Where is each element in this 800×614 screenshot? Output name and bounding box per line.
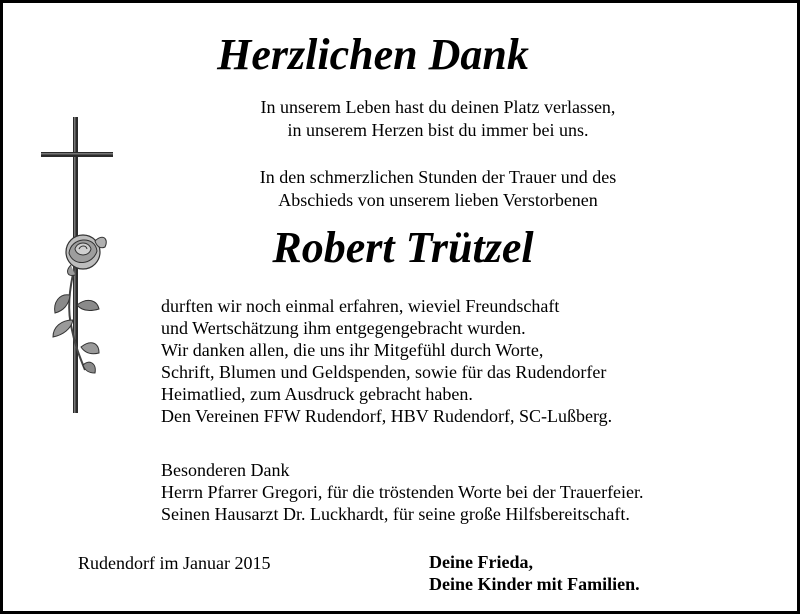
special-thanks: [161, 459, 741, 525]
verse-line: Abschieds von unserem lieben Verstorbenen: [278, 190, 598, 210]
signature-line: Deine Kinder mit Familien.: [429, 574, 640, 594]
place-date: Rudendorf im Januar 2015: [78, 553, 271, 573]
text-line: Wir danken allen, die uns ihr Mitgefühl durch Worte,: [161, 340, 544, 360]
text-line: durften wir noch einmal erfahren, wieviel Freundschaft: [161, 296, 560, 316]
verse-line: In unserem Leben hast du deinen Platz verlassen,: [260, 97, 616, 117]
text-line: Seinen Hausarzt Dr. Luckhardt, für seine große Hilfsbereitschaft.: [161, 504, 630, 524]
signature-line: Deine Frieda,: [429, 552, 533, 572]
text-line: Herrn Pfarrer Gregori, für die tröstenden Worte bei der Trauerfeier.: [161, 482, 644, 502]
verse-top: [203, 96, 673, 142]
text-line: Heimatlied, zum Ausdruck gebracht haben.: [161, 384, 473, 404]
text-line: Den Vereinen FFW Rudendorf, HBV Rudendorf, SC-Lußberg.: [161, 406, 613, 426]
verse-line: in unserem Herzen bist du immer bei uns.: [287, 120, 589, 140]
text-line: und Wertschätzung ihm entgegengebracht wurden.: [161, 318, 526, 338]
deceased-name: Robert Trützel: [272, 223, 534, 272]
signature: [429, 551, 640, 595]
notice-title: Herzlichen Dank: [217, 30, 529, 79]
verse-intro: [203, 166, 673, 212]
thanks-paragraph: [161, 295, 741, 427]
text-line: Schrift, Blumen und Geldspenden, sowie für das Rudendorfer: [161, 362, 607, 382]
verse-line: In den schmerzlichen Stunden der Trauer und des: [259, 167, 617, 187]
text-line: Besonderen Dank: [161, 460, 290, 480]
cross-with-rose-icon: [39, 115, 119, 415]
